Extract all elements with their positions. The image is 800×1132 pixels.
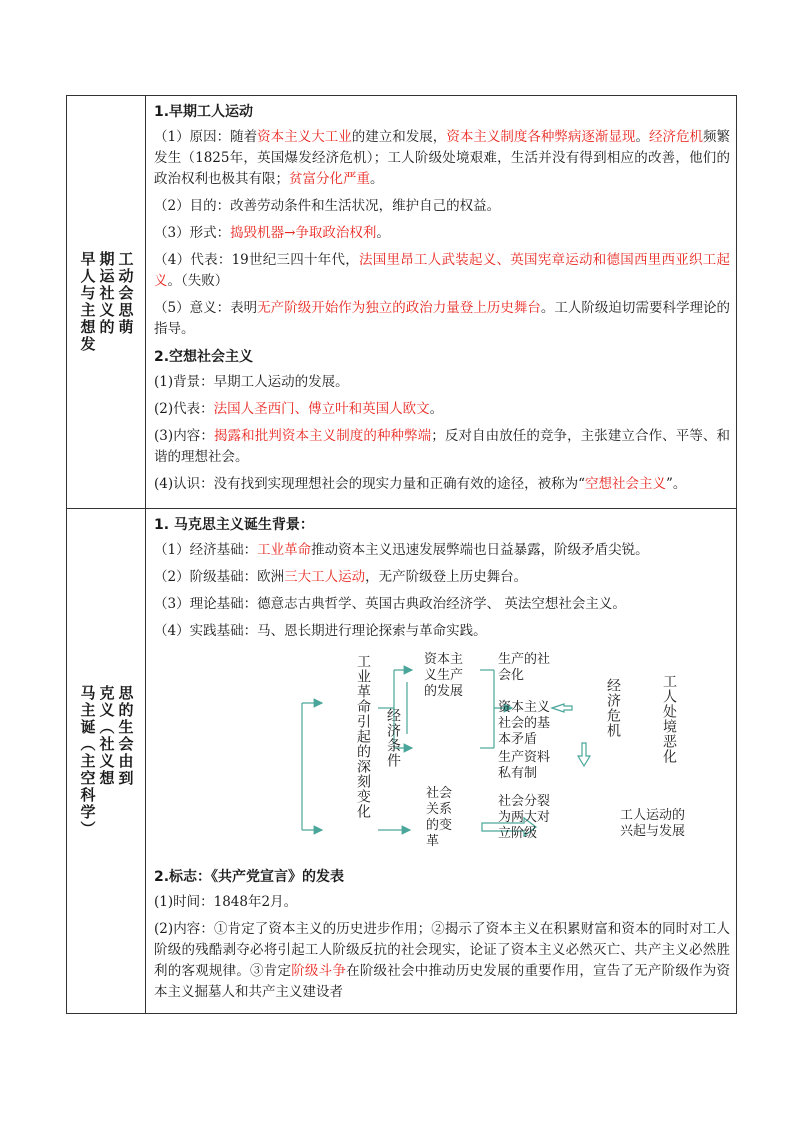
item-text: （1）原因：随着 <box>154 129 258 145</box>
section-item <box>154 127 730 190</box>
section-item <box>154 426 730 468</box>
row-content <box>146 509 737 1014</box>
section-item <box>154 196 730 217</box>
row-heading-cell <box>67 509 146 1014</box>
item-text: 的建立和发展， <box>351 129 447 145</box>
highlighted-text: 无产阶级开始作为独立的政治力量登上历史舞台 <box>257 300 541 316</box>
section-item <box>154 399 730 420</box>
item-text: (2)内容：①肯定了资本主义的历史进步作用；②揭示了资本主义在积累财富和资本的同时对工人阶级的残酷剥夺必将引起工人阶级反抗的社会现实，论证了资本主义必然灭亡、共产主义必然胜利的客观规律。③肯定 <box>154 921 730 979</box>
section-item <box>154 223 730 244</box>
diagram-split: 社会分裂为两大对立阶级 <box>498 794 551 841</box>
highlighted-text: 空想社会主义 <box>585 476 667 492</box>
diagram-capitalism: 资本主义生产的发展 <box>424 652 464 699</box>
section <box>154 101 730 340</box>
section <box>154 346 730 495</box>
item-text: （2）目的：改善劳动条件和生活状况，维护自己的权益。 <box>154 198 501 214</box>
heading-column: 克义（社义想 <box>97 684 116 787</box>
diagram-social-change: 社会关系的变革 <box>426 786 453 849</box>
item-text: ；反对自由放任的竞争，主张建立合作、平等、和谐的理想社会。 <box>154 428 731 465</box>
highlighted-text: 资本主义大工业 <box>257 129 352 145</box>
item-text: （4）代表：19世纪三四十年代， <box>154 252 360 268</box>
diagram-worker: 工人处境恶化 <box>661 674 677 764</box>
section-title: 1.早期工人运动 <box>154 104 254 120</box>
item-text: 推动资本主义迅速发展弊端也日益暴露，阶级矛盾尖锐。 <box>311 542 649 558</box>
highlighted-text: 三大工人运动 <box>284 569 366 585</box>
section-item <box>154 567 730 588</box>
item-text: 。工人阶级迫切需要科学理论的指导。 <box>154 300 731 337</box>
section-title: 1. 马克思主义诞生背景： <box>154 517 314 533</box>
heading-column: 工动会思萌 <box>116 251 135 336</box>
flow-diagram <box>154 648 730 860</box>
heading-column: 早人与主想发 <box>78 251 97 353</box>
section-item <box>154 892 730 913</box>
item-text: ，无产阶级登上历史舞台。 <box>365 569 528 585</box>
item-text: （5）意义：表明 <box>154 300 258 316</box>
item-text: （3）形式： <box>154 225 231 241</box>
diagram-branch: 经济条件 <box>385 708 401 768</box>
row-heading-cell <box>67 96 146 509</box>
item-text: （3）理论基础：德意志古典哲学、英国古典政治经济学、 英法空想社会主义。 <box>154 596 626 612</box>
highlighted-text: 贫富分化严重 <box>289 171 370 187</box>
highlighted-text: 捣毁机器→争取政治权利 <box>230 225 377 241</box>
highlighted-text: 法国里昂工人武装起义、英国宪章运动和德国西里西亚织工起义 <box>154 252 730 289</box>
table-row <box>67 509 737 1014</box>
item-text: 。 <box>429 401 444 417</box>
item-text: (1)背景：早期工人运动的发展。 <box>154 374 349 390</box>
section-item <box>154 594 730 615</box>
section-item <box>154 298 730 340</box>
item-text: 。 <box>635 129 649 145</box>
item-text: （1）经济基础： <box>154 542 258 558</box>
section-title: 2.标志：《共产党宣言》的发表 <box>154 869 345 885</box>
diagram-connectors <box>154 648 800 860</box>
item-text: (2)代表： <box>154 401 214 417</box>
section-item <box>154 372 730 393</box>
row-content <box>146 96 737 509</box>
section-item <box>154 250 730 292</box>
item-text: ”。 <box>666 476 687 492</box>
highlighted-text: 资本主义制度各种弊病逐渐显现 <box>446 129 636 145</box>
item-text: (4)认识：没有找到实现理想社会的现实力量和正确有效的途径，被称为“ <box>154 476 586 492</box>
item-text: （4）实践基础：马、恩长期进行理论探索与革命实践。 <box>154 623 487 639</box>
diagram-crisis: 经济危机 <box>605 678 621 738</box>
section-item <box>154 474 730 495</box>
item-text: 。 <box>376 225 390 241</box>
item-text: 频繁发生（1825年，英国爆发经济危机）；工人阶级处境艰难，生活并没有得到相应的改善，他们的政治权利也极其有限； <box>154 129 731 187</box>
item-text: (3)内容： <box>154 428 214 444</box>
table-row <box>67 96 737 509</box>
diagram-root: 工业革命引起的深刻变化 <box>355 654 371 819</box>
heading-column: 期运社义的 <box>97 251 116 336</box>
diagram-private: 生产资料私有制 <box>498 750 551 781</box>
notes-table <box>66 95 737 1014</box>
section-item <box>154 540 730 561</box>
highlighted-text: 法国人圣西门、傅立叶和英国人欧文 <box>213 401 430 417</box>
item-text: 。（失败） <box>167 273 229 289</box>
heading-column: 马主诞（主空科学） <box>78 684 97 838</box>
highlighted-text: 揭露和批判资本主义制度的种种弊端 <box>213 428 432 444</box>
highlighted-text: 阶级斗争 <box>291 963 347 979</box>
item-text: （2）阶级基础：欧洲 <box>154 569 285 585</box>
highlighted-text: 经济危机 <box>648 129 704 145</box>
diagram-socialization: 生产的社会化 <box>498 652 551 683</box>
row-heading <box>67 685 145 838</box>
item-text: 。 <box>370 171 384 187</box>
item-text: (1)时间：1848年2月。 <box>154 894 298 910</box>
highlighted-text: 工业革命 <box>257 542 312 558</box>
diagram-movement: 工人运动的兴起与发展 <box>620 808 686 839</box>
section-item <box>154 621 730 642</box>
section <box>154 514 730 642</box>
section <box>154 866 730 1003</box>
row-heading <box>67 251 145 353</box>
diagram-contradiction: 资本主义社会的基本矛盾 <box>498 700 551 747</box>
item-text: 在阶级社会中推动历史发展的重要作用，宣告了无产阶级作为资本主义掘墓人和共产主义建设者 <box>154 963 731 1000</box>
section-title: 2.空想社会主义 <box>154 349 254 365</box>
heading-column: 思的生会由到 <box>116 684 135 787</box>
section-item <box>154 919 730 1003</box>
